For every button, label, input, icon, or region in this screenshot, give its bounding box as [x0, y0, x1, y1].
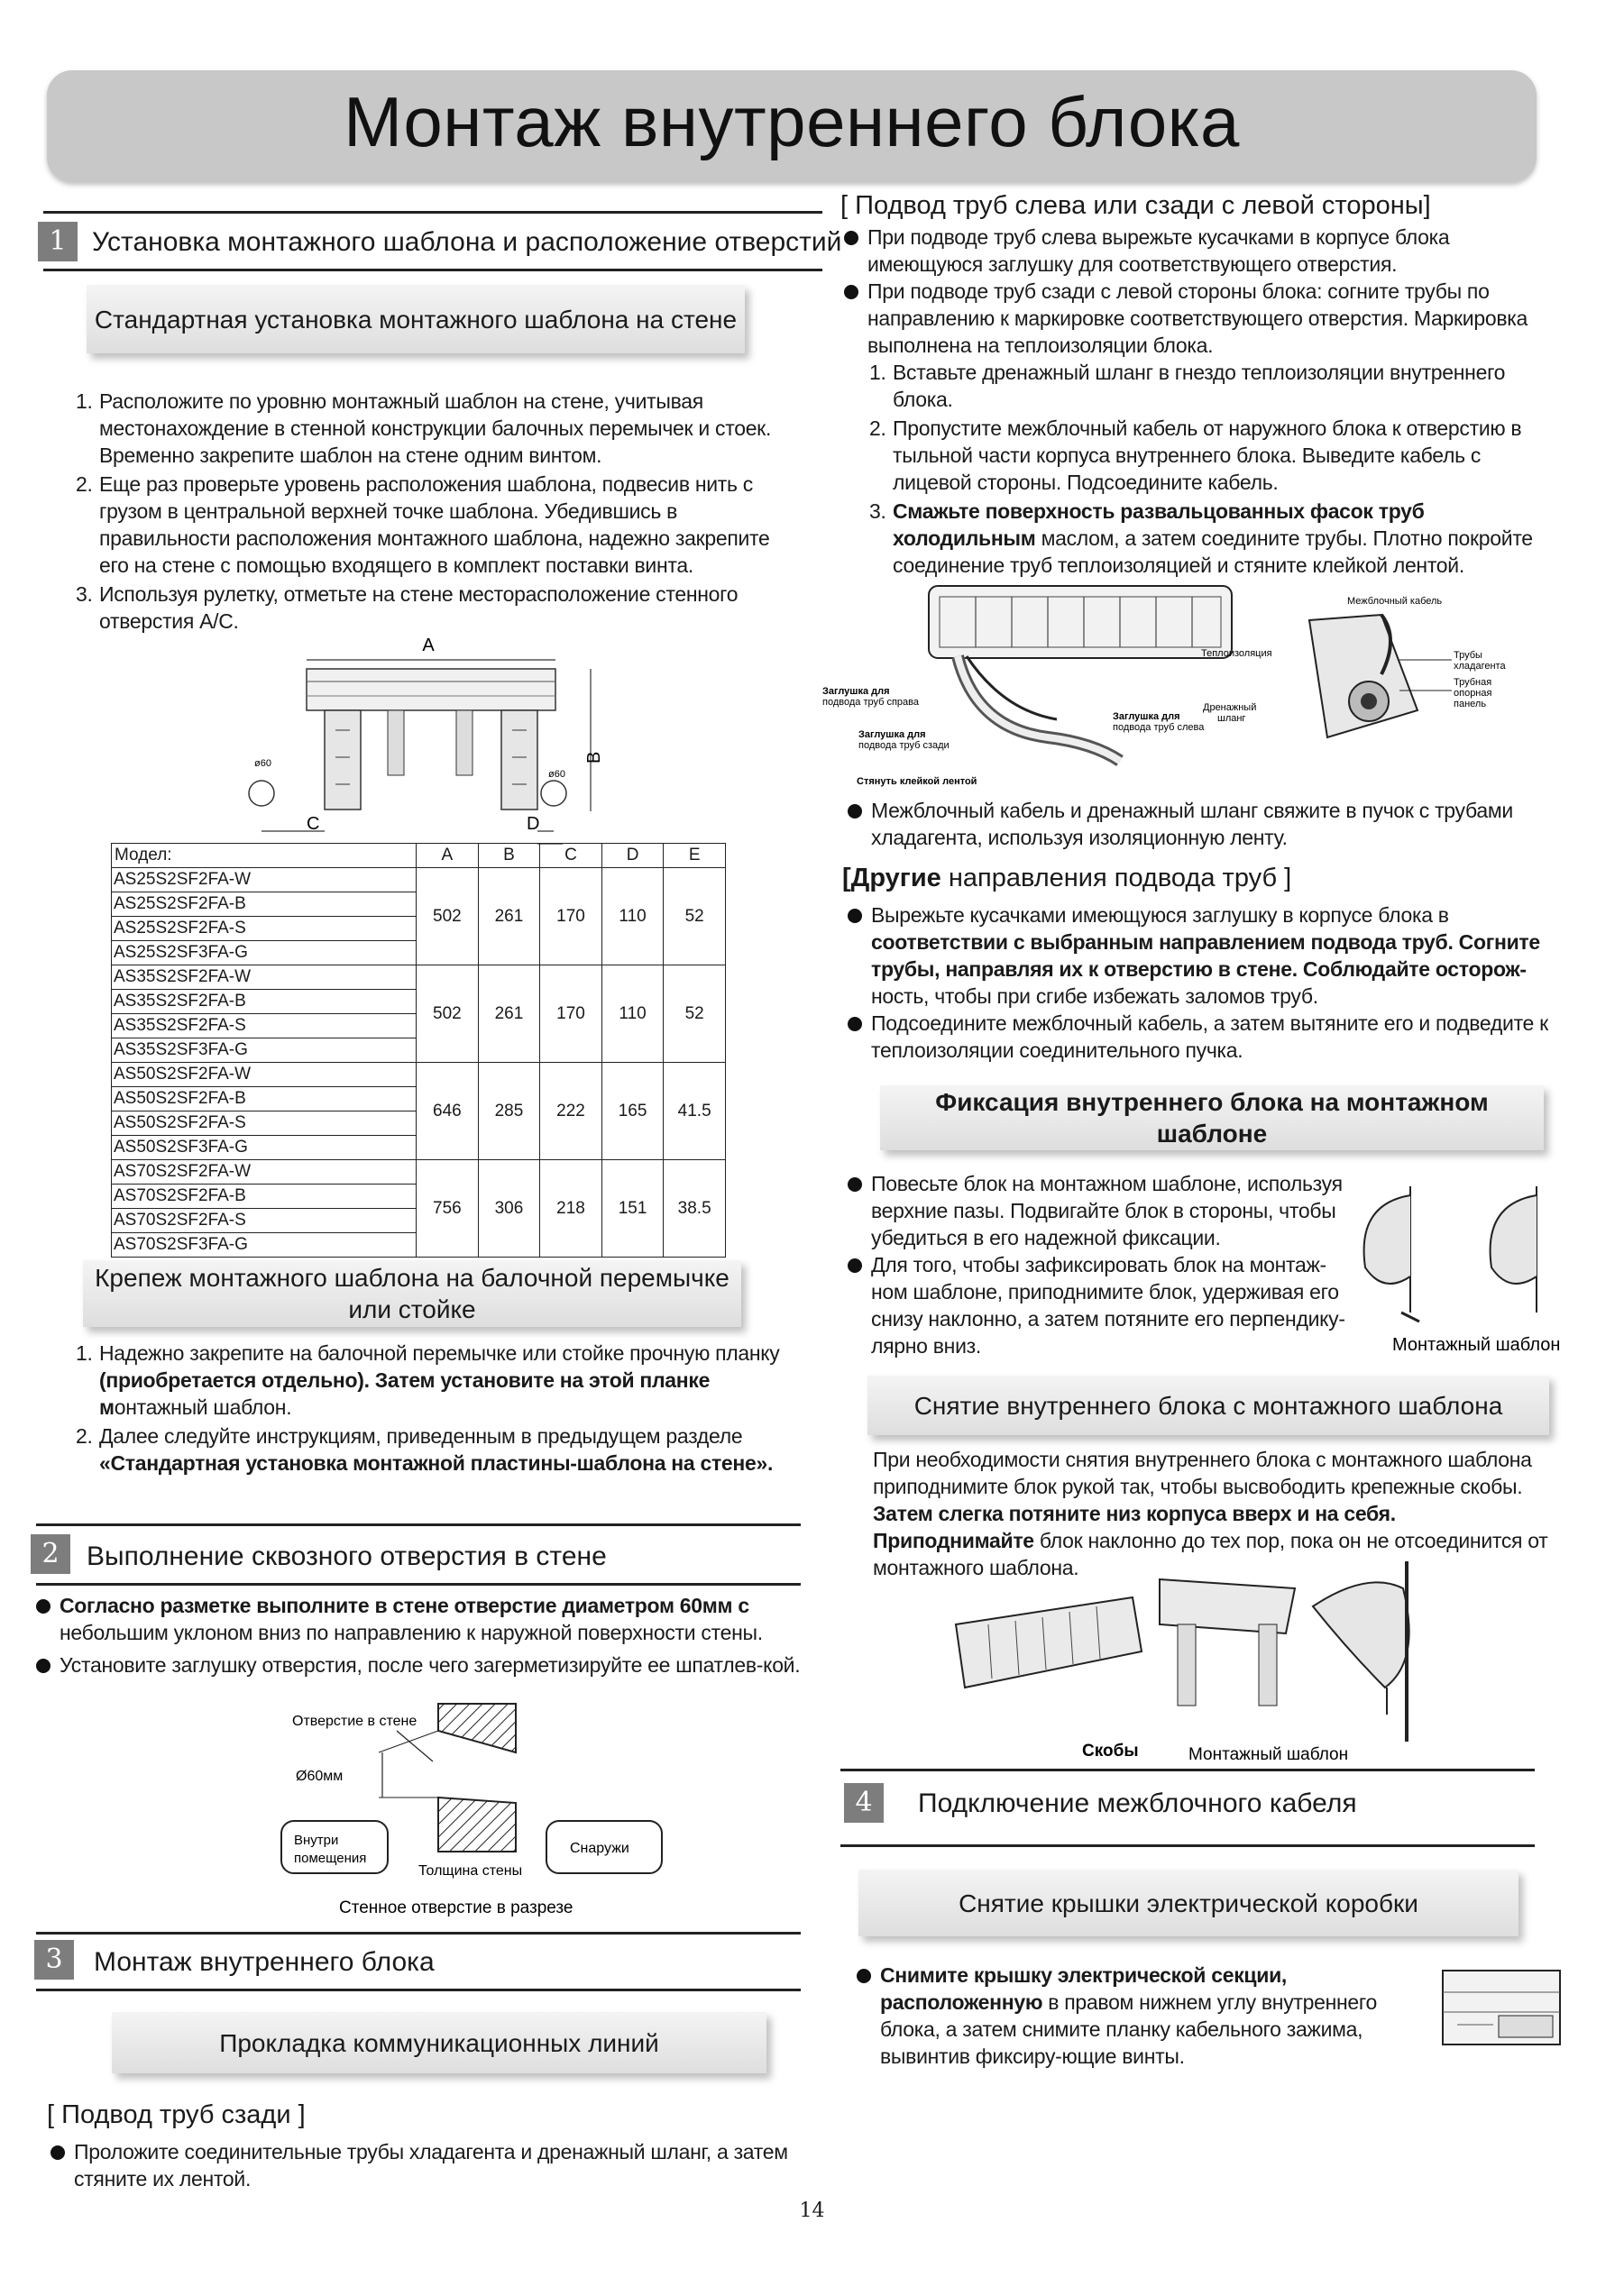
brackets-label: Скобы: [1082, 1742, 1139, 1761]
drain-label-1: Дренажный: [1203, 702, 1257, 713]
col-header-a: A: [417, 844, 479, 868]
other-bullet-2: Подсоедините межблочный кабель, а затем вытяните его и подведите к теплоизоляции соединительного пучка.: [848, 1010, 1560, 1064]
plug-left-label-1: Заглушка для: [1113, 711, 1180, 722]
section2-bullet-1: Согласно разметке выполните в стене отверстие диаметром 60мм с небольшим уклоном вниз по направлению к наружной поверхности стены.: [36, 1592, 812, 1646]
tape-label: Стянуть клейкой лентой: [857, 776, 977, 787]
step2-2: 2. Далее следуйте инструкциям, приведенным в предыдущем разделе «Стандартная установка монтажной пластины-шаблона на стене».: [76, 1424, 774, 1475]
plug-right-label-2: подвода труб справа: [822, 697, 919, 708]
left-pipes-text: [844, 224, 1556, 581]
plug-left-label-2: подвода труб слева: [1113, 722, 1205, 733]
table-row: AS50S2SF3FA-G: [112, 1136, 726, 1160]
left-step-1: 1. Вставьте дренажный шланг в гнездо теплоизоляции внутреннего блока.: [869, 361, 1506, 411]
cable-label: Межблочный кабель: [1347, 596, 1443, 607]
pipes-label-2: хладагента: [1454, 661, 1506, 672]
fixation-diagram: [1347, 1177, 1573, 1358]
step2-1: 1. Надежно закрепите на балочной перемычке или стойке прочную планку (приобретается отдельно). Затем установите на этой планке монтажный шаблон.: [76, 1341, 780, 1419]
table-row: AS35S2SF2FA-B: [112, 990, 726, 1014]
other-directions-heading: [Другие направления подвода труб ]: [842, 864, 1292, 892]
dim-label-a: A: [422, 636, 435, 655]
removal-subheader: Снятие внутреннего блока с монтажного шаблона: [867, 1376, 1549, 1435]
page-title: Монтаж внутреннего блока: [344, 82, 1240, 161]
section1-number: 1: [38, 222, 78, 261]
section2-number: 2: [31, 1534, 70, 1574]
hole-dia-left: ø60: [254, 758, 271, 769]
hole-diameter-label: Ø60мм: [296, 1769, 344, 1784]
plug-right-label-1: Заглушка для: [822, 686, 890, 697]
template-label: Монтажный шаблон: [1188, 1745, 1349, 1764]
step-1: 1. Расположите по уровню монтажный шаблон на стене, учитывая местонахождение в стенной конструкции балочных перемычек и стоек. Временно закрепите шаблон на стене одним винтом.: [76, 389, 772, 467]
rear-pipes-bullet: Проложите соединительные трубы хладагента и дренажный шланг, а затем стяните их лентой.: [50, 2138, 808, 2192]
wall-section-caption: Стенное отверстие в разрезе: [339, 1898, 573, 1917]
rear-pipes-heading: [ Подвод труб сзади ]: [47, 2100, 306, 2129]
section3-number: 3: [34, 1940, 74, 1980]
section4-top-rule: [840, 1769, 1535, 1771]
fixation-subheader: Фиксация внутреннего блока на монтажном шаблоне: [880, 1085, 1544, 1150]
table-row: AS35S2SF2FA-S: [112, 1014, 726, 1038]
dim-label-c: C: [307, 814, 320, 834]
section1-steps2: [76, 1340, 803, 1478]
removal-text: При необходимости снятия внутреннего блока с монтажного шаблона приподнимите блок рукой так, чтобы высвободить крепежные скобы. Затем слегка потяните низ корпуса вверх и на себя. Приподнимайте блок наклонно до тех пор, пока он не отсоединится от монтажного шаблона.: [873, 1448, 1548, 1579]
section3-bottom-rule: [36, 1989, 801, 1991]
mounting-template-diagram: [234, 631, 613, 847]
insulation-label: Теплоизоляция: [1201, 648, 1272, 659]
section4-title: Подключение межблочного кабеля: [918, 1788, 1357, 1818]
col-header-model: Модел:: [112, 844, 417, 868]
plug-rear-label-1: Заглушка для: [858, 729, 926, 740]
section4-bullet: Снимите крышку электрической секции, расположенную в правом нижнем углу внутреннего блока, а затем снимите планку кабельного зажима, вывинтив фиксиру-ющие винты.: [857, 1962, 1425, 2070]
section1-steps: [76, 388, 797, 636]
fixation-caption: Монтажный шаблон: [1392, 1335, 1561, 1355]
bundle-text: [848, 797, 1560, 851]
page-number: 14: [799, 2200, 825, 2222]
table-row: AS50S2SF2FA-W 646 285 222 165 41.5: [112, 1063, 726, 1087]
section3-title: Монтаж внутреннего блока: [94, 1947, 435, 1977]
section4-subheader: Снятие крышки электрической коробки: [858, 1870, 1518, 1936]
section1-title: Установка монтажного шаблона и расположение отверстий: [92, 227, 842, 257]
table-row: AS70S2SF2FA-W 756 306 218 151 38.5: [112, 1160, 726, 1185]
support-label-2: опорная: [1454, 688, 1492, 699]
plug-rear-label-2: подвода труб сзади: [858, 740, 950, 751]
table-row: AS50S2SF2FA-S: [112, 1111, 726, 1136]
table-row: AS25S2SF2FA-S: [112, 917, 726, 941]
step-2: 2. Еще раз проверьте уровень расположения шаблона, подвесив нить с грузом в центральной верхней точке шаблона. Убедившись в правильности расположения монтажного шаблона, надежно закрепите его на стене с помощью входящего в комплект поставки винта.: [76, 472, 770, 577]
table-row: AS35S2SF3FA-G: [112, 1038, 726, 1063]
section2-bullets: [36, 1592, 812, 1679]
left-step-2: 2. Пропустите межблочный кабель от наружного блока к отверстию в тыльной части корпуса внутреннего блока. Выведите кабель с лицевой стороны. Подсоедините кабель.: [869, 416, 1522, 494]
left-step-3: 3. Смажьте поверхность развальцованных фасок труб холодильным маслом, а затем соедините трубы. Плотно покройте соединение труб теплоизоляцией и стяните клейкой лентой.: [869, 499, 1533, 577]
electric-box-diagram: [1439, 1967, 1565, 2050]
section3-top-rule: [36, 1932, 801, 1935]
fixation-text: [848, 1170, 1353, 1359]
section2-bottom-rule: [36, 1583, 801, 1586]
other-directions-text: [848, 901, 1560, 1064]
table-row: AS70S2SF2FA-S: [112, 1209, 726, 1233]
section2-bullet-2: Установите заглушку отверстия, после чего загерметизируйте ее шпатлев-кой.: [36, 1651, 812, 1679]
table-row: AS50S2SF2FA-B: [112, 1087, 726, 1111]
section4-text: [857, 1962, 1425, 2070]
col-header-e: E: [664, 844, 726, 868]
removal-diagram: [952, 1552, 1493, 1765]
pipe-routing-diagram: [822, 584, 1562, 793]
dim-label-d: D: [527, 814, 540, 834]
model-dimensions-table: [111, 843, 726, 1258]
table-row: AS70S2SF2FA-B: [112, 1185, 726, 1209]
title-banner: [47, 70, 1537, 182]
fix-bullet-1: Повесьте блок на монтажном шаблоне, используя верхние пазы. Подвигайте блок в стороны, чтобы убедиться в его надежной фиксации.: [848, 1170, 1353, 1251]
col-header-d: D: [601, 844, 664, 868]
section1-subheader-standard: Стандартная установка монтажного шаблона на стене: [87, 285, 745, 353]
step-3: 3. Используя рулетку, отметьте на стене месторасположение стенного отверстия А/С.: [76, 582, 739, 633]
support-label-3: панель: [1454, 699, 1487, 709]
table-row: AS35S2SF2FA-W 502 261 170 110 52: [112, 965, 726, 990]
wall-thickness-label: Толщина стены: [418, 1863, 523, 1879]
left-pipes-bullet-2: При подводе труб сзади с левой стороны блока: согните трубы по направлению к маркировке соответствующего отверстия. Маркировка выполнена на теплоизоляции блока.: [844, 278, 1556, 359]
fix-bullet-2: Для того, чтобы зафиксировать блок на монтаж-ном шаблоне, приподнимите блок, удерживая его снизу наклонно, а затем потяните его перпендику-лярно вниз.: [848, 1251, 1353, 1359]
section2-title: Выполнение сквозного отверстия в стене: [87, 1541, 607, 1571]
col-header-b: B: [478, 844, 540, 868]
bundle-bullet: Межблочный кабель и дренажный шланг свяжите в пучок с трубами хладагента, используя изоляционную ленту.: [848, 797, 1560, 851]
inside-label-2: помещения: [294, 1851, 367, 1866]
wall-hole-diagram: [271, 1698, 685, 1924]
section1-subheader-beam: Крепеж монтажного шаблона на балочной перемычке или стойке: [83, 1260, 741, 1327]
pipes-label-1: Трубы: [1454, 650, 1482, 661]
section1-bottom-rule: [43, 269, 822, 271]
section2-top-rule: [36, 1523, 801, 1526]
section1-top-rule: [43, 211, 822, 214]
hole-dia-right: ø60: [548, 769, 565, 780]
rear-pipes-text: [50, 2138, 808, 2192]
table-row: AS25S2SF2FA-W 502 261 170 110 52: [112, 868, 726, 892]
support-label-1: Трубная: [1454, 677, 1492, 688]
dim-label-b: B: [584, 751, 604, 764]
left-pipes-bullet-1: При подводе труб слева вырежьте кусачками в корпусе блока имеющуюся заглушку для соответствующего отверстия.: [844, 224, 1556, 278]
drain-label-2: шланг: [1217, 713, 1246, 724]
col-header-c: C: [540, 844, 602, 868]
outside-label: Снаружи: [570, 1841, 629, 1856]
section4-bottom-rule: [840, 1844, 1535, 1847]
table-header-row: [112, 844, 726, 868]
table-row: AS25S2SF3FA-G: [112, 941, 726, 965]
section4-number: 4: [844, 1783, 884, 1823]
other-bullet-1: Вырежьте кусачками имеющуюся заглушку в корпусе блока в соответствии с выбранным направлением подвода труб. Согните трубы, направляя их к отверстию в стене. Соблюдайте осторож-ность, чтобы при сгибе избежать заломов труб.: [848, 901, 1560, 1010]
section3-subheader: Прокладка коммуникационных линий: [112, 2012, 766, 2073]
table-row: AS70S2SF3FA-G: [112, 1233, 726, 1258]
table-row: AS25S2SF2FA-B: [112, 892, 726, 917]
inside-label-1: Внутри: [294, 1833, 339, 1848]
left-pipes-heading: [ Подвод труб слева или сзади с левой стороны]: [840, 191, 1431, 220]
wall-hole-label: Отверстие в стене: [292, 1714, 417, 1729]
